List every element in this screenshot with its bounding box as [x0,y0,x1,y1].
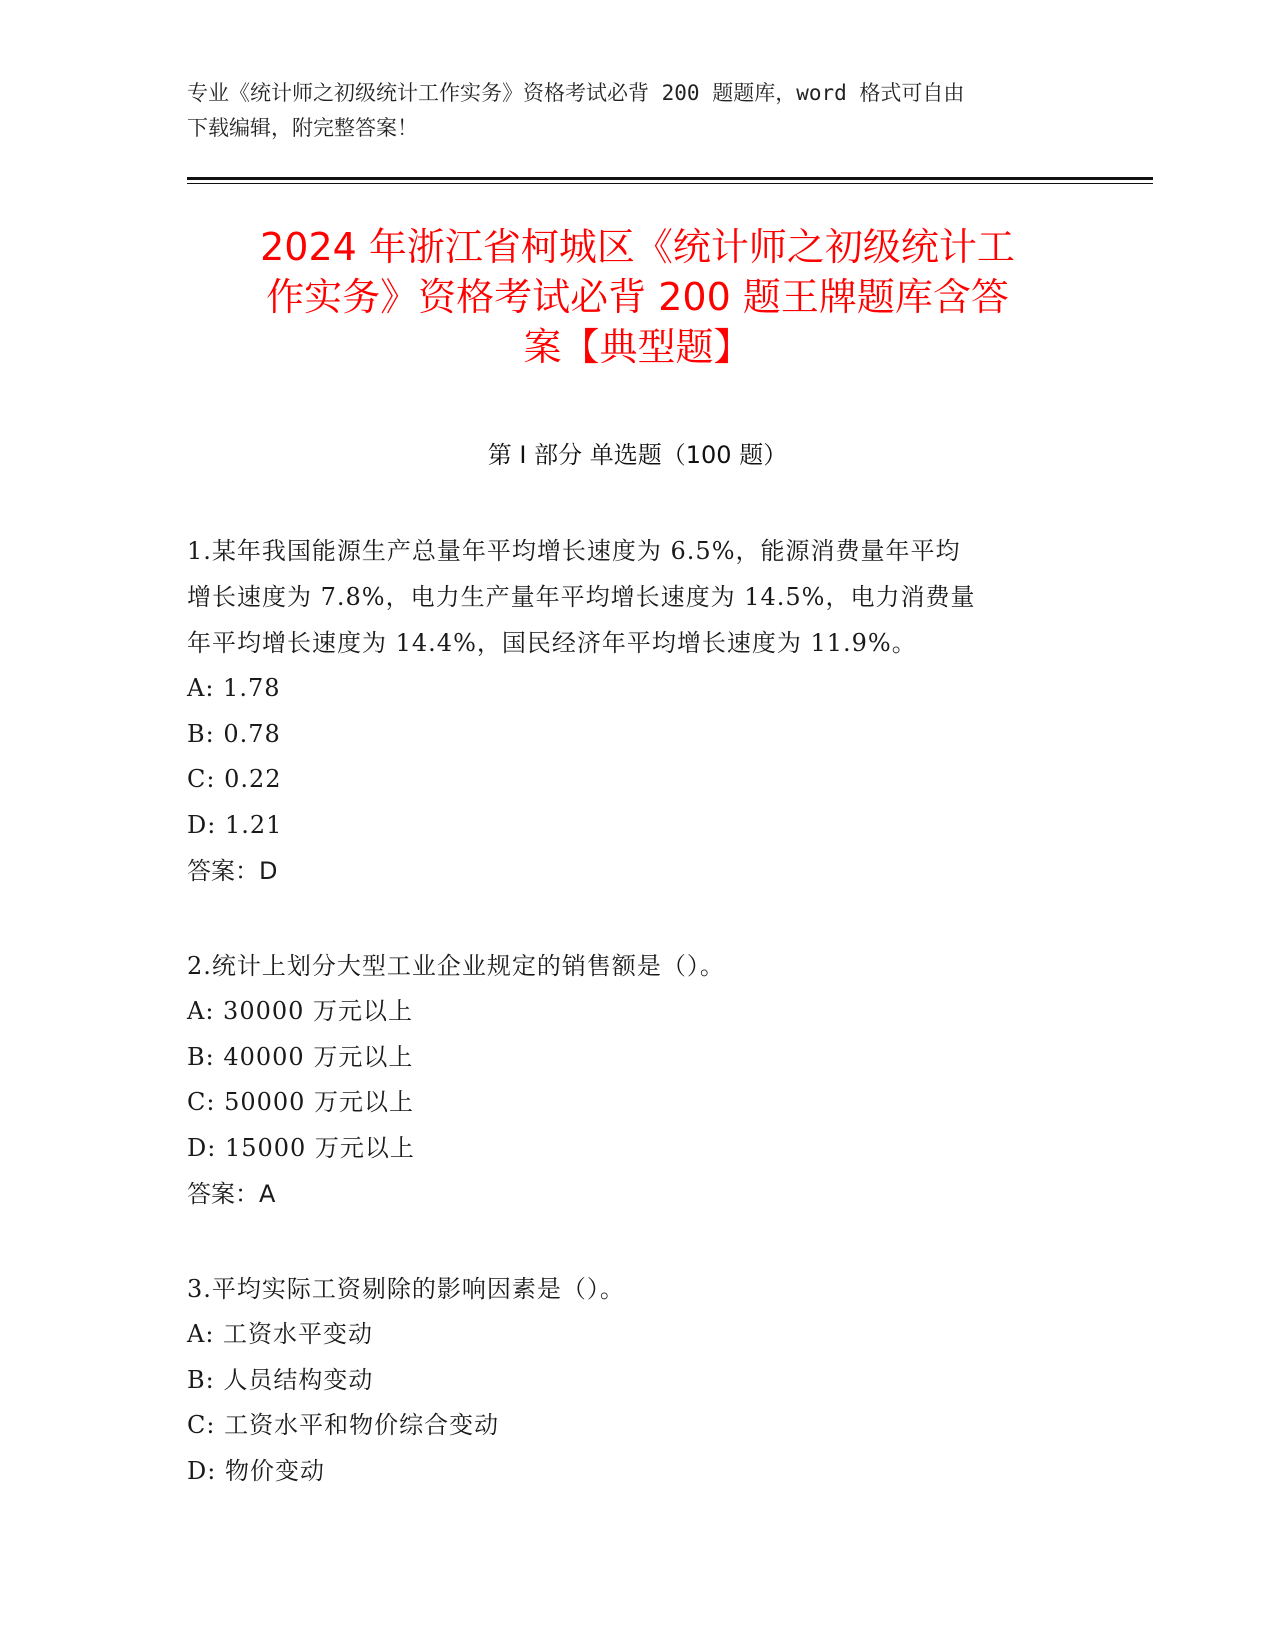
question-spacer [187,894,1087,943]
option-d: D: 1.21 [187,810,283,839]
question-stem [187,1266,1087,1312]
header-note-line: 专业《统计师之初级统计工作实务》资格考试必背 200 题题库，word 格式可自由 [187,81,965,105]
option-d: D: 物价变动 [187,1456,325,1485]
header-rule-thin [187,183,1153,184]
question-3 [187,1266,1087,1494]
question-list [187,528,1087,1494]
option-b: B: 40000 万元以上 [187,1042,414,1071]
question-stem [187,528,1087,666]
header-rule-thick [187,177,1153,180]
title-line: 2024 年浙江省柯城区《统计师之初级统计工 [260,225,1015,269]
question-stem [187,943,1087,989]
stem-line: 增长速度为 7.8%，电力生产量年平均增长速度为 14.5%，电力消费量 [187,583,976,611]
option-b: B: 0.78 [187,719,281,748]
header-note [187,76,1067,146]
option-b: B: 人员结构变动 [187,1365,374,1394]
title-line: 作实务》资格考试必背 200 题王牌题库含答 [266,275,1009,319]
option-c: C: 50000 万元以上 [187,1088,415,1116]
answer: 答案：D [187,857,278,885]
stem-line: 1.某年我国能源生产总量年平均增长速度为 6.5%，能源消费量年平均 [187,537,961,565]
question-1 [187,528,1087,894]
option-a: A: 1.78 [187,674,281,702]
title-line: 案【典型题】 [523,325,752,369]
document-title [150,222,1125,372]
stem-line: 年平均增长速度为 14.4%，国民经济年平均增长速度为 11.9%。 [187,629,917,657]
option-d: D: 15000 万元以上 [187,1133,415,1162]
option-c: C: 工资水平和物价综合变动 [187,1411,500,1439]
option-c: C: 0.22 [187,765,282,793]
header-note-line: 下载编辑，附完整答案！ [187,116,418,140]
answer: 答案：A [187,1180,276,1208]
option-a: A: 30000 万元以上 [187,997,414,1025]
stem-line: 2.统计上划分大型工业企业规定的销售额是（）。 [187,952,725,980]
section-heading: 第 I 部分 单选题（100 题） [487,441,788,469]
question-spacer [187,1217,1087,1266]
stem-line: 3.平均实际工资剔除的影响因素是（）。 [187,1275,625,1303]
question-2 [187,943,1087,1217]
option-a: A: 工资水平变动 [187,1320,374,1348]
